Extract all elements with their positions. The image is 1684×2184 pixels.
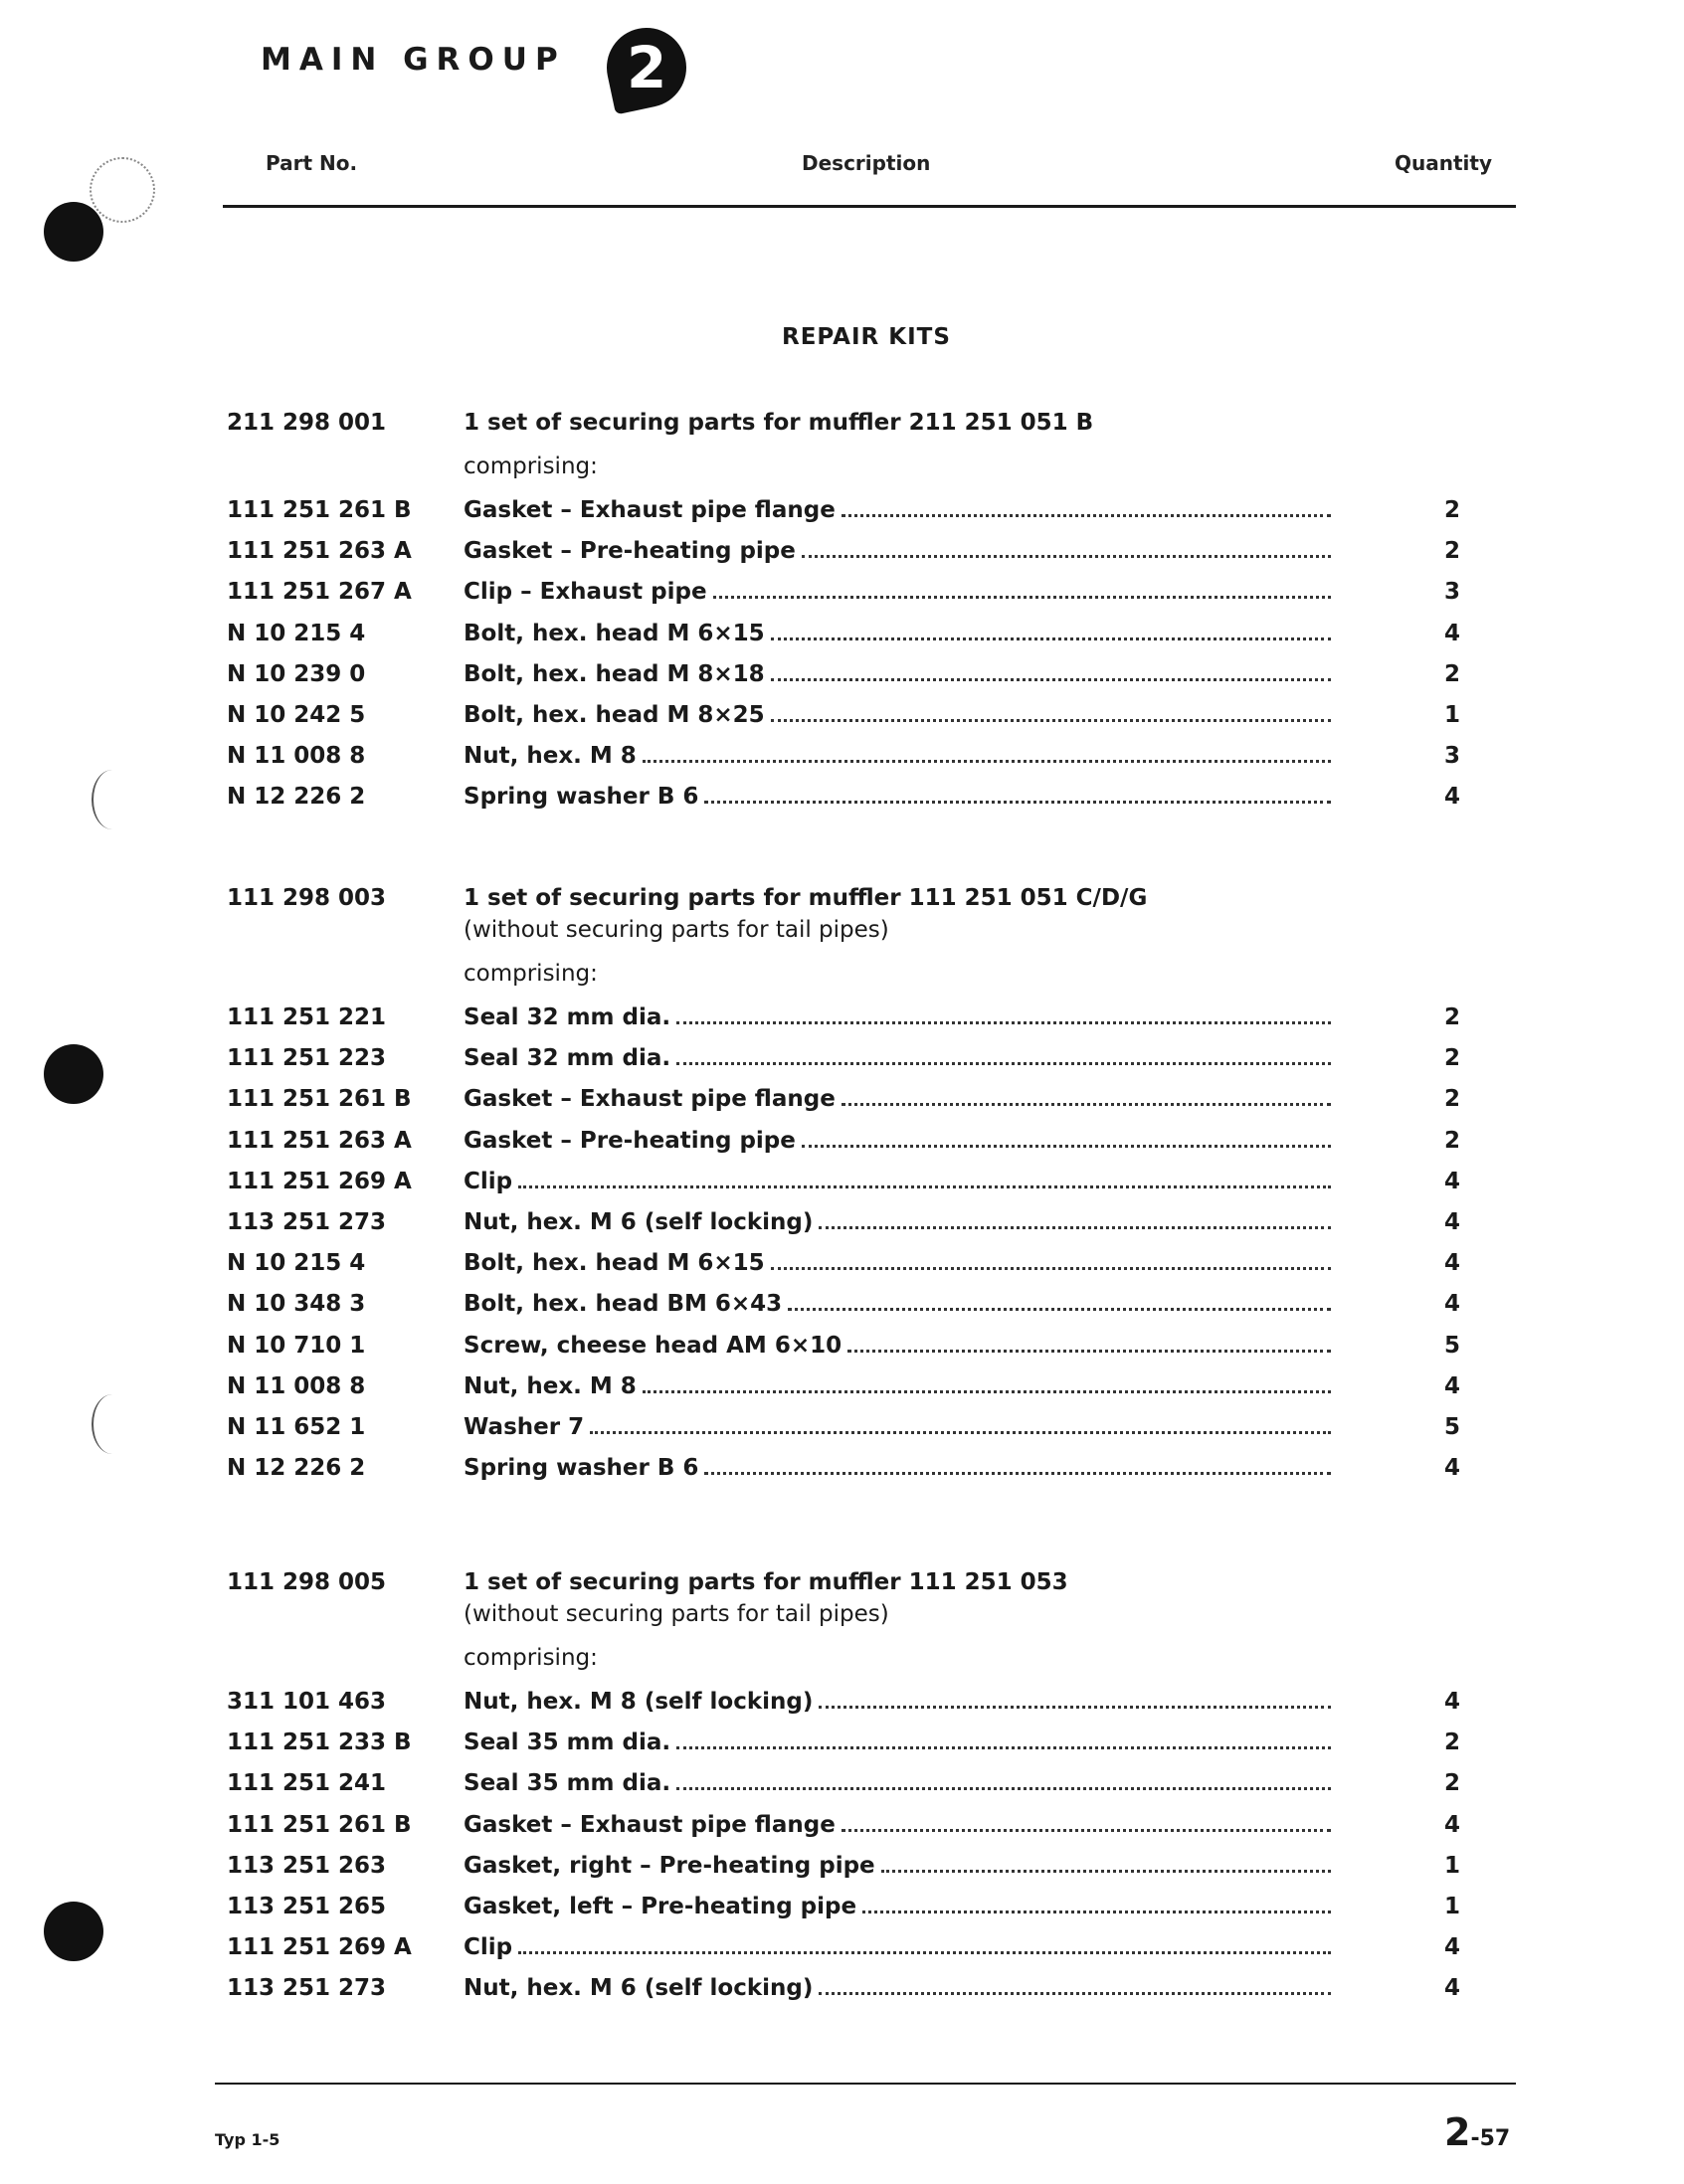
footer-rule <box>215 2083 1516 2085</box>
item-quantity: 2 <box>1443 1004 1460 1030</box>
item-quantity: 4 <box>1443 1689 1460 1715</box>
kit-comprising-label-text: comprising: <box>464 454 598 479</box>
item-quantity: 4 <box>1443 1168 1460 1194</box>
item-description-cell <box>464 619 1331 648</box>
table-row <box>0 1932 1684 1962</box>
item-description: Bolt, hex. head BM 6×43 <box>464 1291 783 1318</box>
item-description: Seal 32 mm dia. <box>464 1045 671 1072</box>
item-description: Seal 32 mm dia. <box>464 1004 671 1030</box>
item-part-number: N 10 348 3 <box>227 1291 366 1318</box>
kit-title <box>0 408 1684 438</box>
item-quantity: 2 <box>1443 538 1460 565</box>
item-quantity: 2 <box>1443 1770 1460 1797</box>
item-quantity: 4 <box>1443 620 1460 646</box>
item-description: Bolt, hex. head M 8×18 <box>464 660 765 687</box>
item-part-number: N 10 215 4 <box>227 1250 366 1277</box>
item-description-cell <box>464 1453 1331 1483</box>
item-part-number: 113 251 273 <box>227 1975 387 2002</box>
item-description: Nut, hex. M 8 <box>464 743 637 770</box>
item-part-number: 111 251 261 B <box>227 1086 412 1113</box>
item-description-cell <box>464 1207 1331 1237</box>
header-rule <box>223 205 1516 208</box>
table-row <box>0 1002 1684 1032</box>
item-quantity: 2 <box>1443 1127 1460 1154</box>
item-part-number: N 10 215 4 <box>227 620 366 646</box>
item-part-number: N 12 226 2 <box>227 784 366 811</box>
kit-note <box>0 1599 1684 1629</box>
table-row <box>0 1453 1684 1483</box>
item-quantity: 4 <box>1443 1372 1460 1399</box>
table-row <box>0 1331 1684 1361</box>
item-description: Clip – Exhaust pipe <box>464 579 707 606</box>
item-description: Seal 35 mm dia. <box>464 1770 671 1797</box>
item-part-number: 113 251 263 <box>227 1852 387 1879</box>
table-row <box>0 1687 1684 1717</box>
item-description: Gasket – Exhaust pipe flange <box>464 1811 836 1838</box>
table-row <box>0 1810 1684 1840</box>
item-description: Seal 35 mm dia. <box>464 1729 671 1756</box>
item-part-number: N 10 242 5 <box>227 702 366 728</box>
table-row <box>0 1043 1684 1073</box>
dot-leader <box>676 1745 1331 1749</box>
dot-leader <box>643 1389 1331 1393</box>
dot-leader <box>842 1102 1331 1106</box>
column-header-description: Description <box>802 151 931 175</box>
item-quantity: 4 <box>1443 784 1460 811</box>
item-description-cell <box>464 1371 1331 1401</box>
item-part-number: 111 251 221 <box>227 1004 387 1030</box>
item-description-cell <box>464 495 1331 525</box>
dot-leader <box>802 554 1331 558</box>
item-quantity: 1 <box>1443 1852 1460 1879</box>
table-row <box>0 782 1684 812</box>
item-part-number: 111 251 267 A <box>227 579 412 606</box>
footer-model: Typ 1-5 <box>215 2130 281 2149</box>
binder-hole-ring <box>90 157 155 223</box>
dot-leader <box>819 1991 1331 1995</box>
item-quantity: 4 <box>1443 1934 1460 1961</box>
item-description-cell <box>464 1810 1331 1840</box>
item-description-cell <box>464 1331 1331 1361</box>
item-description: Spring washer B 6 <box>464 1455 699 1482</box>
item-quantity: 4 <box>1443 1811 1460 1838</box>
page-number-minor: -57 <box>1470 2126 1511 2151</box>
kit-part-number: 211 298 001 <box>227 410 387 436</box>
item-part-number: N 12 226 2 <box>227 1455 366 1482</box>
column-header-quantity: Quantity <box>1395 151 1492 175</box>
kit-comprising-label-text: comprising: <box>464 1645 598 1671</box>
item-description-cell <box>464 1932 1331 1962</box>
item-description-cell <box>464 1002 1331 1032</box>
column-header-part-no: Part No. <box>266 151 358 175</box>
dot-leader <box>771 718 1331 722</box>
page-number-major: 2 <box>1444 2110 1471 2154</box>
item-part-number: 111 251 263 A <box>227 538 412 565</box>
dot-leader <box>802 1144 1331 1148</box>
table-row <box>0 1289 1684 1319</box>
item-quantity: 3 <box>1443 579 1460 606</box>
item-description: Bolt, hex. head M 8×25 <box>464 702 765 728</box>
item-description-cell <box>464 659 1331 689</box>
item-part-number: 111 251 261 B <box>227 497 412 523</box>
table-row <box>0 700 1684 730</box>
dot-leader <box>518 1950 1331 1954</box>
item-description: Gasket – Pre-heating pipe <box>464 538 796 565</box>
dot-leader <box>771 637 1331 640</box>
item-description-cell <box>464 1126 1331 1156</box>
table-row <box>0 1126 1684 1156</box>
item-description: Screw, cheese head AM 6×10 <box>464 1332 842 1359</box>
dot-leader <box>788 1307 1331 1311</box>
item-description: Gasket – Exhaust pipe flange <box>464 1086 836 1113</box>
group-number-badge <box>600 21 694 115</box>
table-row <box>0 536 1684 566</box>
item-part-number: 311 101 463 <box>227 1689 387 1715</box>
kit-title <box>0 883 1684 913</box>
kit-title-text: 1 set of securing parts for muffler 111 251 051 C/D/G <box>464 885 1148 911</box>
kit-title-text: 1 set of securing parts for muffler 211 251 051 B <box>464 410 1094 436</box>
item-part-number: N 10 710 1 <box>227 1332 366 1359</box>
kit-title-text: 1 set of securing parts for muffler 111 251 053 <box>464 1569 1068 1595</box>
section-title: REPAIR KITS <box>782 324 951 350</box>
item-quantity: 2 <box>1443 1086 1460 1113</box>
table-row <box>0 1892 1684 1921</box>
kit-part-number: 111 298 005 <box>227 1569 387 1595</box>
table-row <box>0 1084 1684 1114</box>
item-description-cell <box>464 1248 1331 1278</box>
item-description: Nut, hex. M 6 (self locking) <box>464 1209 814 1235</box>
item-part-number: 111 251 269 A <box>227 1934 412 1961</box>
kit-part-number: 111 298 003 <box>227 885 387 911</box>
item-description-cell <box>464 1768 1331 1798</box>
item-quantity: 4 <box>1443 1209 1460 1235</box>
item-part-number: 111 251 263 A <box>227 1127 412 1154</box>
item-part-number: 111 251 223 <box>227 1045 387 1072</box>
item-description-cell <box>464 1167 1331 1196</box>
item-quantity: 1 <box>1443 702 1460 728</box>
item-description-cell <box>464 1973 1331 2003</box>
dot-leader <box>704 1471 1331 1475</box>
dot-leader <box>819 1705 1331 1709</box>
table-row <box>0 1167 1684 1196</box>
item-quantity: 1 <box>1443 1894 1460 1919</box>
item-quantity: 4 <box>1443 1291 1460 1318</box>
dot-leader <box>881 1869 1331 1873</box>
table-row <box>0 659 1684 689</box>
item-description: Gasket – Exhaust pipe flange <box>464 497 836 523</box>
item-description-cell <box>464 782 1331 812</box>
table-row <box>0 1248 1684 1278</box>
item-quantity: 5 <box>1443 1414 1460 1440</box>
kit-title <box>0 1567 1684 1597</box>
page-number <box>1444 2110 1510 2154</box>
item-description: Gasket, left – Pre-heating pipe <box>464 1894 857 1919</box>
item-description-cell <box>464 577 1331 607</box>
item-quantity: 2 <box>1443 1045 1460 1072</box>
dot-leader <box>704 800 1331 804</box>
item-description: Gasket, right – Pre-heating pipe <box>464 1852 875 1879</box>
item-quantity: 5 <box>1443 1332 1460 1359</box>
table-row <box>0 619 1684 648</box>
dot-leader <box>771 1266 1331 1270</box>
dot-leader <box>676 1061 1331 1065</box>
dot-leader <box>847 1349 1331 1353</box>
kit-note-text: (without securing parts for tail pipes) <box>464 917 889 943</box>
item-quantity: 3 <box>1443 743 1460 770</box>
table-row <box>0 1207 1684 1237</box>
item-description-cell <box>464 1892 1331 1921</box>
item-description-cell <box>464 1728 1331 1757</box>
item-description-cell <box>464 1687 1331 1717</box>
item-description: Clip <box>464 1934 513 1961</box>
group-number: 2 <box>626 34 667 102</box>
item-description-cell <box>464 700 1331 730</box>
binder-hole <box>44 202 103 262</box>
kit-note-text: (without securing parts for tail pipes) <box>464 1601 889 1627</box>
page-title: MAIN GROUP <box>261 42 566 78</box>
table-row <box>0 495 1684 525</box>
item-part-number: 113 251 265 <box>227 1894 387 1919</box>
dot-leader <box>713 595 1331 599</box>
item-description: Nut, hex. M 8 <box>464 1372 637 1399</box>
item-part-number: 111 251 269 A <box>227 1168 412 1194</box>
item-description-cell <box>464 536 1331 566</box>
item-part-number: N 11 652 1 <box>227 1414 366 1440</box>
item-description-cell <box>464 1851 1331 1881</box>
table-row <box>0 1973 1684 2003</box>
item-description: Gasket – Pre-heating pipe <box>464 1127 796 1154</box>
item-description: Nut, hex. M 8 (self locking) <box>464 1689 814 1715</box>
table-row <box>0 1371 1684 1401</box>
item-description: Clip <box>464 1168 513 1194</box>
item-description: Bolt, hex. head M 6×15 <box>464 620 765 646</box>
item-quantity: 2 <box>1443 1729 1460 1756</box>
table-row <box>0 741 1684 771</box>
kit-comprising-label-text: comprising: <box>464 961 598 987</box>
dot-leader <box>819 1225 1331 1229</box>
kit-comprising-label <box>0 452 1684 481</box>
item-quantity: 4 <box>1443 1975 1460 2002</box>
table-row <box>0 577 1684 607</box>
table-row <box>0 1851 1684 1881</box>
item-description: Spring washer B 6 <box>464 784 699 811</box>
table-row <box>0 1412 1684 1442</box>
dot-leader <box>842 1828 1331 1832</box>
item-part-number: N 11 008 8 <box>227 1372 366 1399</box>
item-description-cell <box>464 1412 1331 1442</box>
item-quantity: 2 <box>1443 660 1460 687</box>
table-row <box>0 1728 1684 1757</box>
item-description: Nut, hex. M 6 (self locking) <box>464 1975 814 2002</box>
kit-note <box>0 915 1684 945</box>
kit-comprising-label <box>0 1643 1684 1673</box>
dot-leader <box>842 513 1331 517</box>
item-quantity: 2 <box>1443 497 1460 523</box>
item-part-number: N 10 239 0 <box>227 660 366 687</box>
item-description: Washer 7 <box>464 1414 585 1440</box>
dot-leader <box>518 1184 1331 1188</box>
item-part-number: 113 251 273 <box>227 1209 387 1235</box>
table-row <box>0 1768 1684 1798</box>
dot-leader <box>643 759 1331 763</box>
dot-leader <box>676 1786 1331 1790</box>
item-part-number: 111 251 233 B <box>227 1729 412 1756</box>
item-description-cell <box>464 741 1331 771</box>
item-description-cell <box>464 1084 1331 1114</box>
dot-leader <box>676 1020 1331 1024</box>
item-quantity: 4 <box>1443 1455 1460 1482</box>
item-description-cell <box>464 1043 1331 1073</box>
item-part-number: 111 251 241 <box>227 1770 387 1797</box>
item-description-cell <box>464 1289 1331 1319</box>
dot-leader <box>862 1910 1331 1913</box>
dot-leader <box>771 677 1331 681</box>
kit-comprising-label <box>0 959 1684 989</box>
item-part-number: 111 251 261 B <box>227 1811 412 1838</box>
item-quantity: 4 <box>1443 1250 1460 1277</box>
dot-leader <box>590 1430 1331 1434</box>
item-description: Bolt, hex. head M 6×15 <box>464 1250 765 1277</box>
item-part-number: N 11 008 8 <box>227 743 366 770</box>
